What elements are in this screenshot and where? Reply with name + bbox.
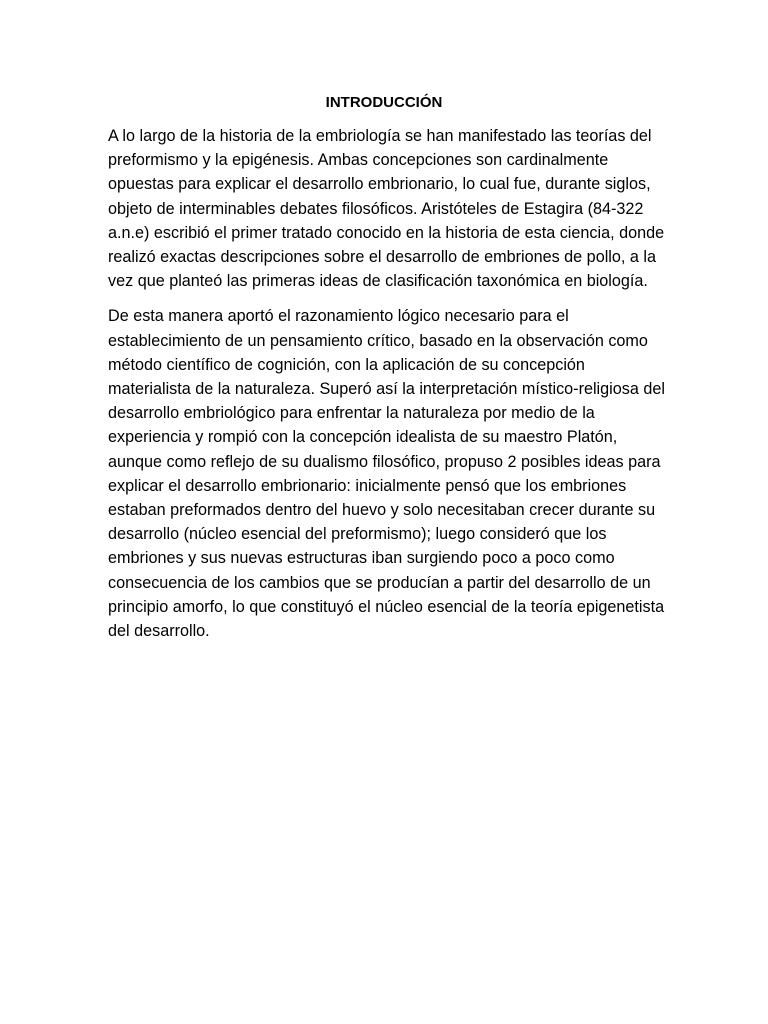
paragraph-2: De esta manera aportó el razonamiento lógico necesario para el establecimiento de un pensamiento crítico, basado en la observación como método científico de cognición, con la aplicación de su concepción materialista de la naturaleza. Superó así la interpretación místico-religiosa del desarrollo embriológico para enfrentar la naturaleza por medio de la experiencia y rompió con la concepción idealista de su maestro Platón, aunque como reflejo de su dualismo filosófico, propuso 2 posibles ideas para explicar el desarrollo embrionario: inicialmente pensó que los embriones estaban preformados dentro del huevo y solo necesitaban crecer durante su desarrollo (núcleo esencial del preformismo); luego consideró que los embriones y sus nuevas estructuras iban surgiendo poco a poco como consecuencia de los cambios que se producían a partir del desarrollo de un principio amorfo, lo que constituyó el núcleo esencial de la teoría epigenetista del desarrollo.: [108, 307, 665, 641]
paragraph-1: A lo largo de la historia de la embriología se han manifestado las teorías del preformismo y la epigénesis. Ambas concepciones son cardinalmente opuestas para explicar el desarrollo embrionario, lo cual fue, durante siglos, objeto de interminables debates filosóficos. Aristóteles de Estagira (84-322 a.n.e) escribió el primer tratado conocido en la historia de esta ciencia, donde realizó exactas descripciones sobre el desarrollo de embriones de pollo, a la vez que planteó las primeras ideas de clasificación taxonómica en biología.: [108, 127, 665, 291]
document-body: [108, 124, 668, 654]
page-title: INTRODUCCIÓN: [325, 94, 443, 111]
